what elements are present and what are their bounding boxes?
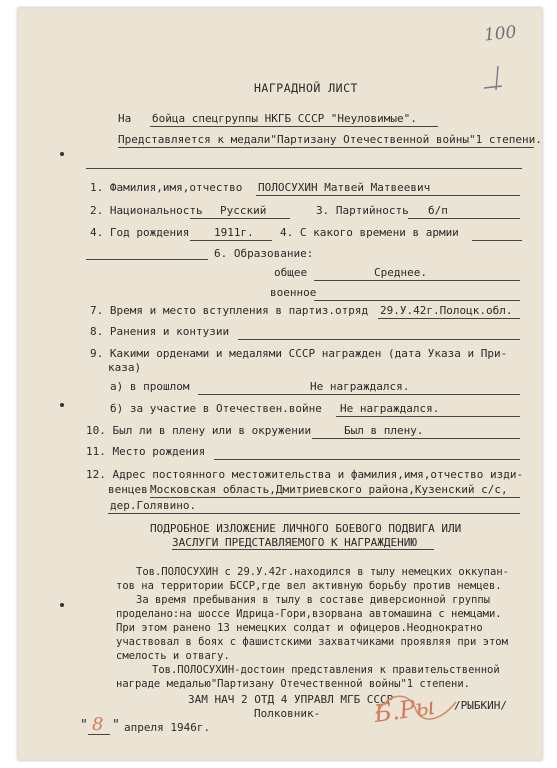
field-3-value: б/п xyxy=(428,204,448,217)
field-12-label: 12. Адрес постоянного местожительства и фамилия,имя,отчество изди- xyxy=(86,468,524,481)
field-11-label: 11. Место рождения xyxy=(86,445,206,458)
field-9a-label: а) в прошлом xyxy=(110,380,190,393)
field-2-label: 2. Национальность xyxy=(90,204,203,217)
recommendation-text: Представляется к медали"Партизану Отечественной войны"1 степени. xyxy=(118,133,542,146)
body-line: награде медалью"Партизану Отечественной войны"1 степени. xyxy=(116,678,471,690)
pencil-number: 100 xyxy=(483,22,518,46)
pencil-scribble xyxy=(474,60,514,96)
section-title-2: ЗАСЛУГИ ПРЕДСТАВЛЯЕМОГО К НАГРАЖДЕНИЮ xyxy=(172,536,418,549)
body-line: За время пребывания в тылу в составе диверсионной группы xyxy=(136,594,491,606)
signature-name: /РЫБКИН/ xyxy=(454,699,507,712)
field-8-label: 8. Ранения и контузии xyxy=(90,325,230,338)
edu-general-value: Среднее. xyxy=(374,266,427,279)
field-10-value: Был в плену. xyxy=(344,424,424,437)
punch-dot xyxy=(60,152,64,156)
edu-general-label: общее xyxy=(274,266,308,279)
na-label: На xyxy=(118,112,132,125)
field-9-label-cont: каза) xyxy=(108,361,142,374)
field-12-label-cont: венцев xyxy=(108,483,148,496)
field-1-label: 1. Фамилия,имя,отчество xyxy=(90,181,243,194)
field-6-label: 6. Образование: xyxy=(214,247,314,260)
field-7-value: 29.У.42г.Полоцк.обл. xyxy=(380,304,513,317)
signature-title: ЗАМ НАЧ 2 ОТД 4 УПРАВЛ МГБ СССР xyxy=(188,693,394,706)
field-7-label: 7. Время и место вступления в партиз.отряд xyxy=(90,304,369,317)
date-day: 8 xyxy=(92,714,104,735)
body-line: Тов.ПОЛОСУХИН-достоин представления к правительственной xyxy=(152,664,500,676)
field-4-label: 4. Год рождения xyxy=(90,226,190,239)
body-line: проделано:на шоссе Идрица-Гори,взорвана автомашина с немцами. xyxy=(116,608,502,620)
punch-dot xyxy=(60,603,64,607)
section-title-1: ПОДРОБНОЕ ИЗЛОЖЕНИЕ ЛИЧНОГО БОЕВОГО ПОДВИГА ИЛИ xyxy=(150,522,462,535)
body-line: участвовал в боях с фашистскими захватчиками проявляя при этом xyxy=(116,636,508,648)
punch-dot xyxy=(60,403,64,407)
body-line: тов на территории БССР,где вел активную борьбу против немцев. xyxy=(116,580,502,592)
body-line: При этом ранено 13 немецких солдат и офицеров.Неоднократно xyxy=(116,622,483,634)
field-10-label: 10. Был ли в плену или в окружении xyxy=(86,424,312,437)
award-sheet xyxy=(18,8,542,760)
signature-flourish xyxy=(370,684,460,736)
edu-military-label: военное xyxy=(270,286,317,299)
page-title: НАГРАДНОЙ ЛИСТ xyxy=(254,81,358,95)
body-line: Тов.ПОЛОСУХИН с 29.У.42г.находился в тылу немецких оккупан- xyxy=(136,566,509,578)
field-2-value: Русский xyxy=(220,204,267,217)
field-9b-value: Не награждался. xyxy=(340,402,440,415)
field-4b-label: 4. С какого времени в армии xyxy=(280,226,459,239)
field-12-value: Московская область,Дмитриевского района,Кузенский с/с, xyxy=(150,483,508,496)
field-3-label: 3. Партийность xyxy=(316,204,409,217)
field-1-value: ПОЛОСУХИН Матвей Матвеевич xyxy=(258,181,431,194)
field-9b-label: б) за участие в Отечествен.войне xyxy=(110,402,322,415)
handwritten-signature: Б.Ры xyxy=(372,691,437,729)
date-quote-open: " xyxy=(80,718,88,733)
field-9a-value: Не награждался. xyxy=(310,380,410,393)
date-quote-close: " xyxy=(112,718,120,733)
date-text: апреля 1946г. xyxy=(124,721,211,734)
field-4-value: 1911г. xyxy=(214,226,254,239)
signature-rank: Полковник- xyxy=(254,707,321,720)
field-12-value-cont: дер.Голявино. xyxy=(110,499,197,512)
body-line: смелость и отвагу. xyxy=(116,650,230,662)
na-value: бойца спецгруппы НКГБ СССР "Неуловимые". xyxy=(152,112,417,125)
field-9-label: 9. Какими орденами и медалями СССР награжден (дата Указа и При- xyxy=(90,347,508,360)
